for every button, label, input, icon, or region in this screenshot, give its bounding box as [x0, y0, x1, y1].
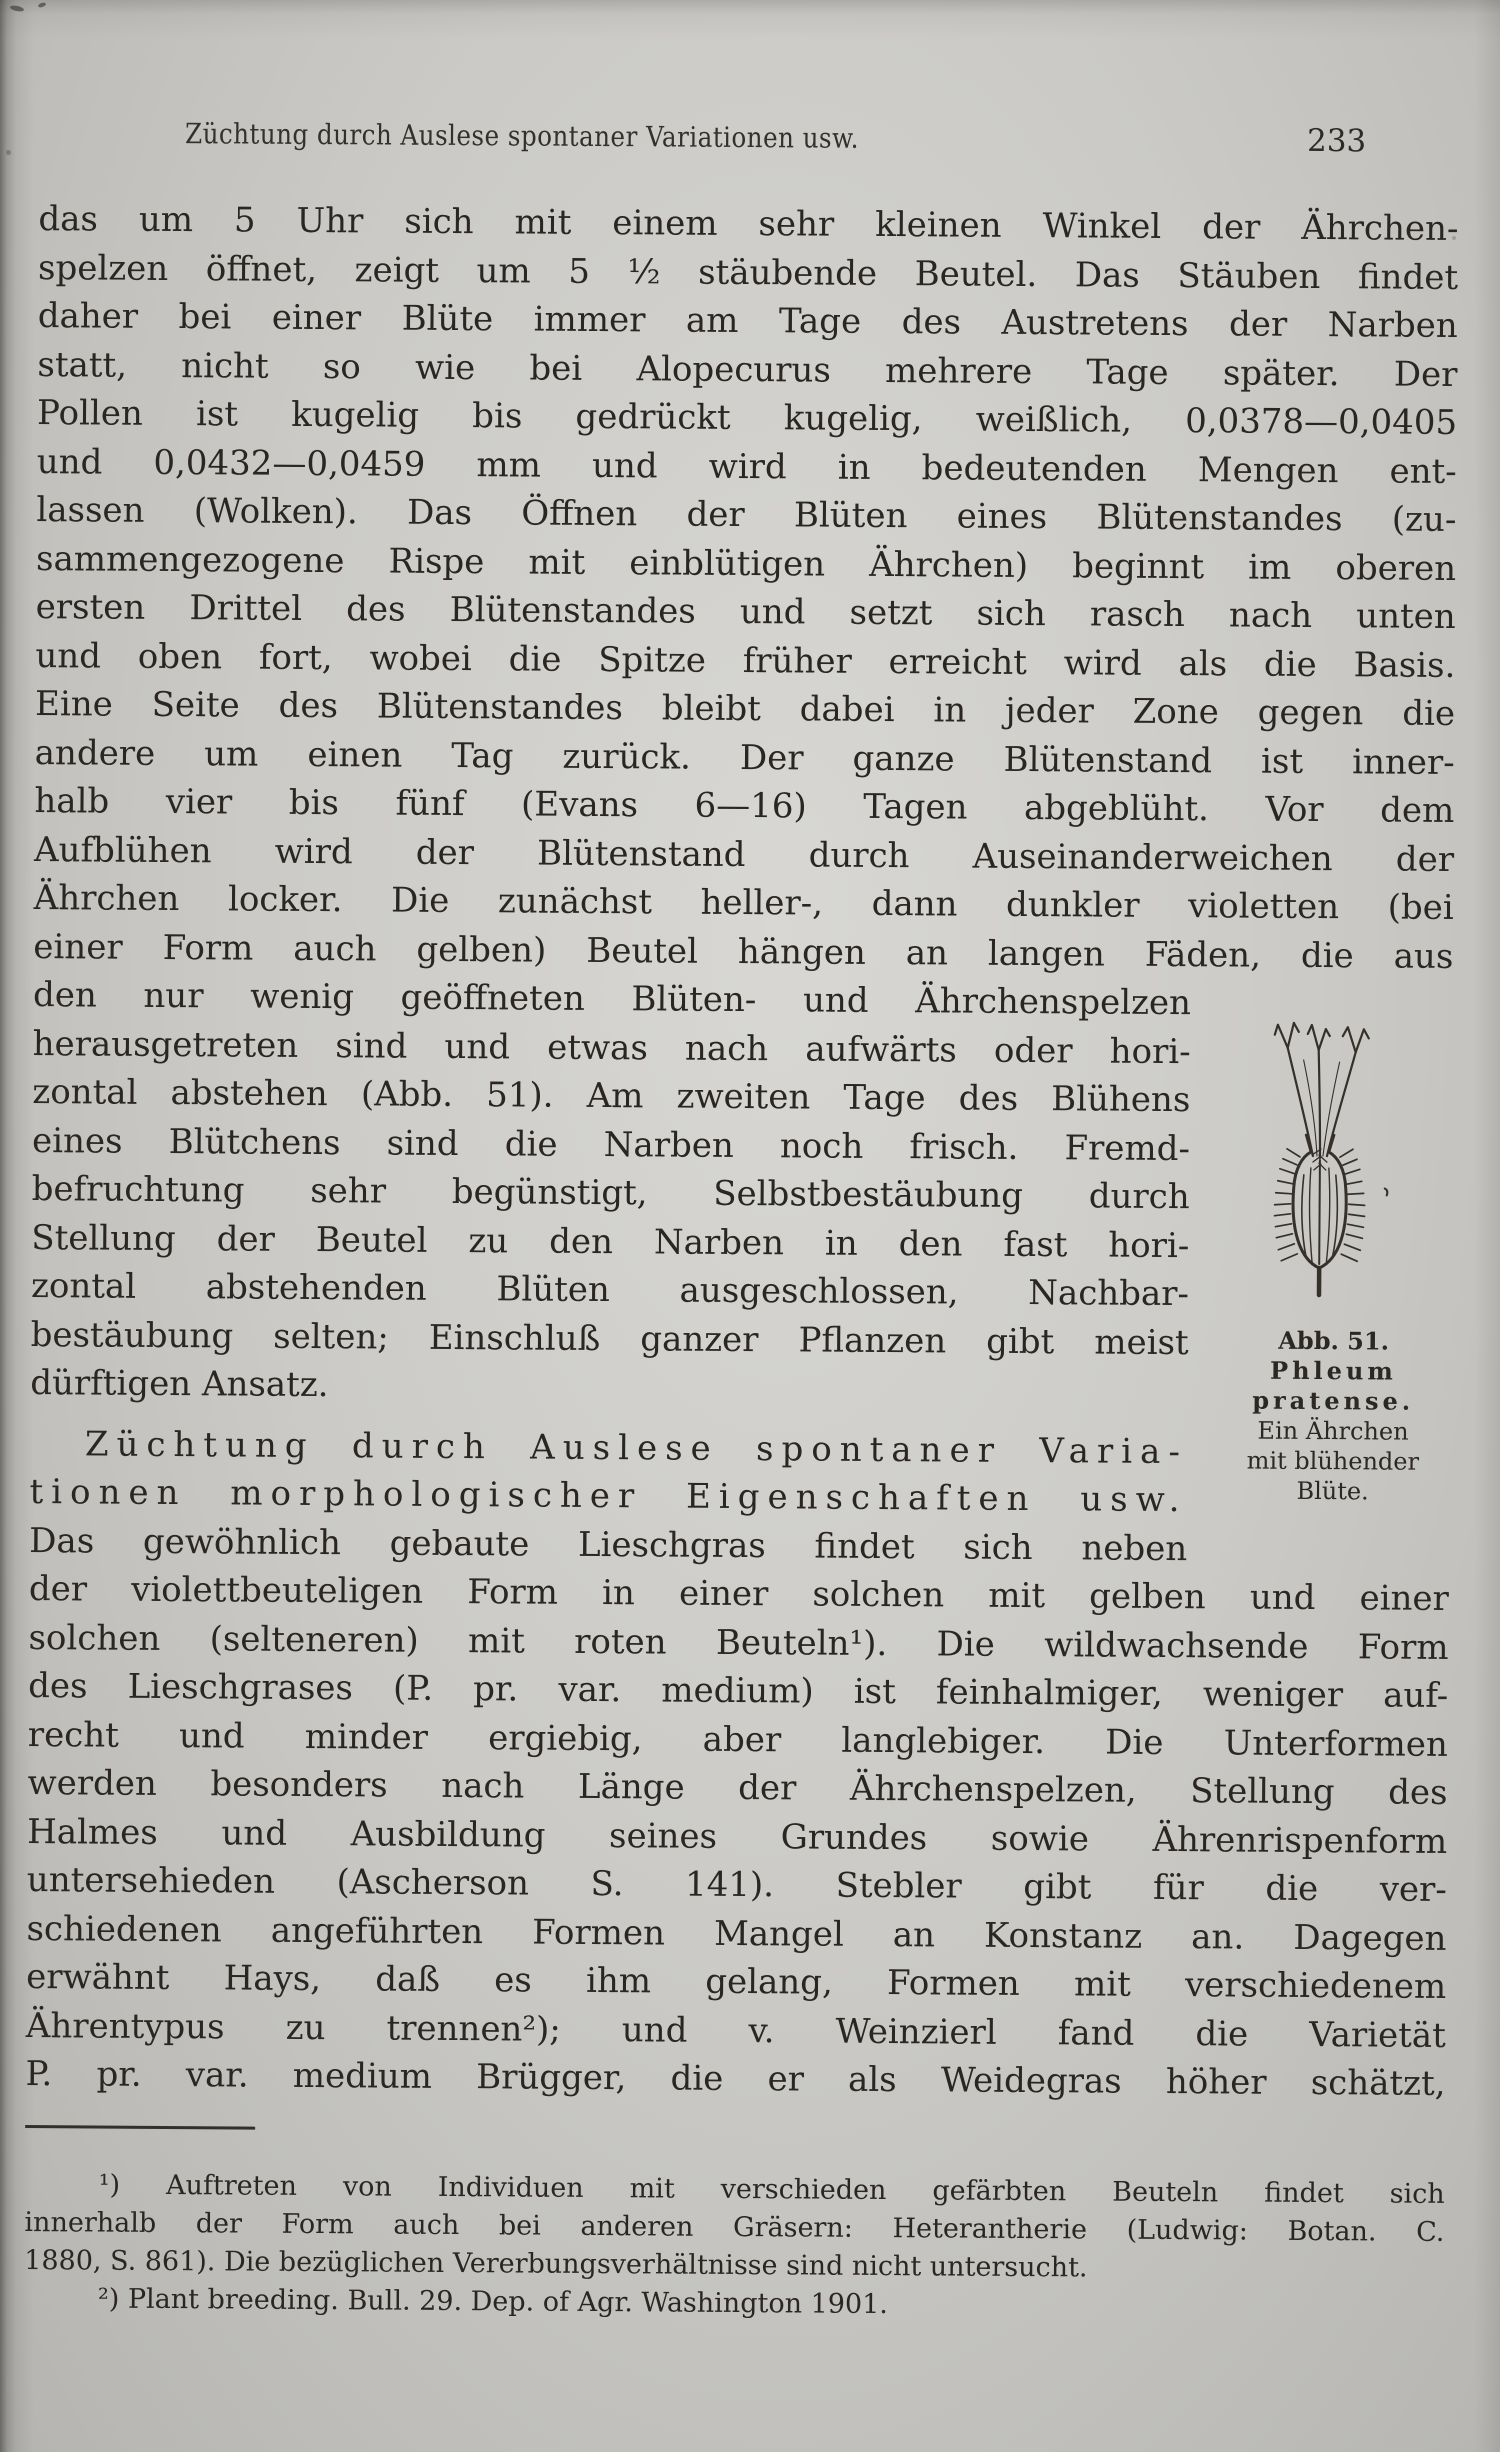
phleum-spikelet-illustration: [1231, 1007, 1409, 1300]
text-line: und oben fort, wobei die Spitze früher erreicht wird als die Basis.: [35, 635, 1456, 686]
section-heading-line-1: Züchtung durch Auslese spontaner Varia-: [84, 1423, 1189, 1472]
text-line: Ährentypus zu trennen²); und v. Weinzierl fand die Varietät: [25, 2005, 1446, 2056]
text-line: den nur wenig geöffneten Blüten- und Ährchenspelzen: [32, 975, 1192, 1024]
text-line: lassen (Wolken). Das Öffnen der Blüten eines Blütenstandes (zu-: [36, 490, 1457, 540]
figure-caption-genus: Phleum: [1269, 1355, 1397, 1386]
paragraph-1-closing-line: dürftigen Ansatz.: [30, 1363, 329, 1406]
text-line: solchen (selteneren) mit roten Beuteln¹). Die wildwachsende Form: [28, 1617, 1449, 1668]
main-text: [25, 195, 1458, 2108]
text-line: Pollen ist kugelig bis gedrückt kugelig, weißlich, 0,0378—0,0405: [36, 393, 1458, 443]
text-line: eines Blütchens sind die Narben noch frisch. Fremd-: [31, 1120, 1191, 1169]
figure-caption-species: pratense.: [1252, 1385, 1415, 1416]
text-line: Halmes und Ausbildung seines Grundes sowie Ährenrispenform: [27, 1811, 1448, 1862]
footnote-1-line: 1880, S. 861). Die bezüglichen Vererbungsverhältnisse sind nicht untersucht.: [24, 2244, 1088, 2283]
text-line: einer Form auch gelben) Beutel hängen an langen Fäden, die aus: [33, 926, 1454, 977]
text-line: ersten Drittel des Blütenstandes und setzt sich rasch nach unten: [35, 587, 1456, 637]
text-line: bestäubung selten; Einschluß ganzer Pflanzen gibt meist: [30, 1314, 1189, 1363]
running-head-title: Züchtung durch Auslese spontaner Variationen usw.: [184, 117, 860, 155]
figure-caption-label: Abb. 51.: [1278, 1325, 1390, 1356]
footnote-1-line: innerhalb der Form auch bei anderen Gräsern: Heterantherie (Ludwig: Botan. C.: [24, 2206, 1445, 2248]
figure-caption-line: mit blühender: [1246, 1446, 1420, 1476]
text-line: erwähnt Hays, daß es ihm gelang, Formen mit verschiedenem: [26, 1957, 1447, 2007]
footnote-1-line: ¹) Auftreten von Individuen mit verschieden gefärbten Beuteln findet sich: [98, 2169, 1445, 2210]
footnote-separator-rule: [25, 2125, 255, 2130]
text-line: spelzen öffnet, zeigt um 5 ½ stäubende Beutel. Das Stäuben findet: [37, 247, 1459, 298]
page-number: 233: [1306, 122, 1367, 160]
footnote-2-line: ²) Plant breeding. Bull. 29. Dep. of Agr. Washington 1901.: [97, 2283, 889, 2320]
text-line: untersehieden (Ascherson S. 141). Stebler gibt für die ver-: [26, 1860, 1447, 1910]
text-line: und 0,0432—0,0459 mm und wird in bedeutenden Mengen ent-: [36, 441, 1457, 492]
text-line: halb vier bis fünf (Evans 6—16) Tagen abgeblüht. Vor dem: [34, 781, 1455, 831]
figure-caption: [1216, 1325, 1451, 1507]
text-line: Stellung der Beutel zu den Narben in den fast hori-: [31, 1217, 1190, 1266]
text-line: schiedenen angeführten Formen Mangel an Konstanz an. Dagegen: [26, 1908, 1447, 1959]
text-line: Ährchen locker. Die zunächst heller-, dann dunkler violetten (bei: [33, 878, 1454, 928]
paragraph-2-full: [25, 1565, 1449, 2108]
paragraph-1-full: [33, 195, 1458, 981]
text-line: Aufblühen wird der Blütenstand durch Auseinanderweichen der: [33, 829, 1455, 880]
running-head: [39, 116, 1459, 172]
text-line: daher bei einer Blüte immer am Tage des Austretens der Narben: [37, 296, 1458, 346]
figure-caption-line: Ein Ährchen: [1257, 1416, 1409, 1446]
text-line: der violettbeuteligen Form in einer solchen mit gelben und einer: [28, 1569, 1450, 1619]
text-line: statt, nicht so wie bei Alopecurus mehrere Tage später. Der: [37, 344, 1458, 395]
text-line: P. pr. var. medium Brügger, die er als Weidegras höher schätzt,: [25, 2054, 1446, 2104]
text-line: das um 5 Uhr sich mit einem sehr kleinen Winkel der Ährchen-: [38, 199, 1459, 249]
section-heading-line-2: tionen morphologischer Eigenschaften usw.: [29, 1472, 1188, 1521]
footnotes: [24, 2166, 1445, 2328]
figure-caption-line: Blüte.: [1296, 1476, 1369, 1506]
figure-abb-51: [1187, 979, 1453, 1566]
text-line: andere um einen Tag zurück. Der ganze Blütenstand ist inner-: [34, 732, 1455, 783]
text-line: werden besonders nach Länge der Ährchenspelzen, Stellung des: [27, 1763, 1448, 1813]
text-line: des Lieschgrases (P. pr. var. medium) ist feinhalmiger, weniger auf-: [28, 1666, 1449, 1716]
text-line: herausgetreten sind und etwas nach aufwärts oder hori-: [32, 1023, 1191, 1072]
text-line: Eine Seite des Blütenstandes bleibt dabei in jeder Zone gegen die: [34, 684, 1456, 734]
text-line: recht und minder ergiebig, aber langlebiger. Die Unterformen: [27, 1714, 1448, 1765]
text-line: sammengezogene Rispe mit einblütigen Ährchen) beginnt im oberen: [35, 538, 1457, 589]
paragraph-2-first-line: Das gewöhnlich gebaute Lieschgras findet sich neben: [29, 1520, 1188, 1569]
text-line: befruchtung sehr begünstigt, Selbstbestäubung durch: [31, 1169, 1190, 1218]
text-line: zontal abstehen (Abb. 51). Am zweiten Tage des Blühens: [32, 1072, 1191, 1121]
text-line: zontal abstehenden Blüten ausgeschlossen, Nachbar-: [30, 1266, 1190, 1315]
